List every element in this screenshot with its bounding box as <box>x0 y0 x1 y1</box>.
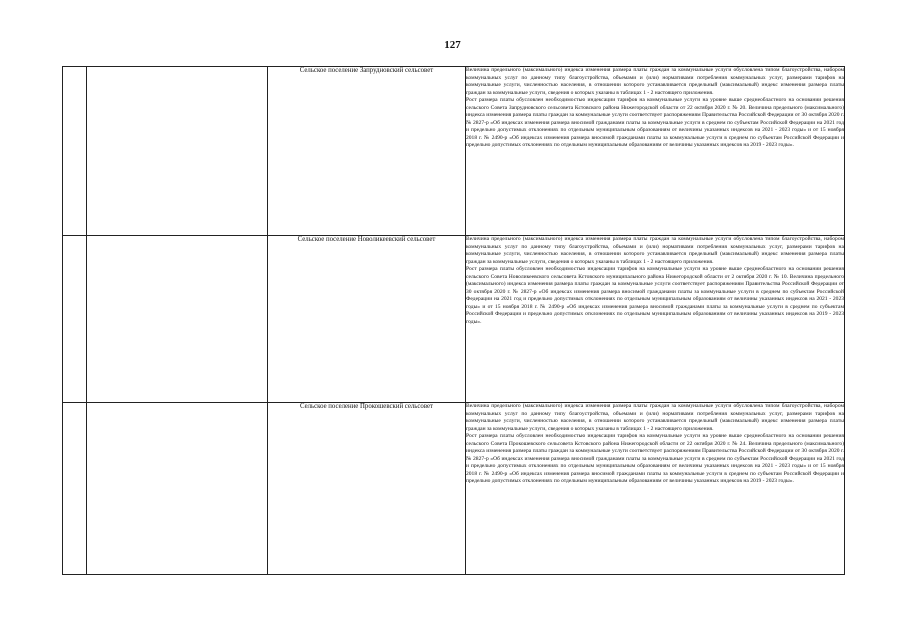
settlement-name: Сельское поселение Новоликеевский сельсовет <box>268 236 466 403</box>
table-row <box>63 67 845 236</box>
page-number: 127 <box>444 39 461 51</box>
empty-cell <box>63 403 87 575</box>
description-cell <box>466 236 845 403</box>
settlement-name: Сельское поселение Запрудновский сельсовет <box>268 67 466 236</box>
empty-cell <box>63 67 87 236</box>
description-paragraph: Рост размера платы обусловлен необходимостью индексации тарифов на коммунальные услуги на уровне выше среднеобластного на основании решения сельского Совета Прокошевского сельсовета Кстовского района Нижегородской области от 22 октября 2020 г. № 24. Величина предельного (максимального) индекса изменения размера платы граждан за коммунальные услуги соответствует распоряжениям Правительства Российской Федерации от 30 октября 2020 г. № 2827-р «Об индексах изменения размера вносимой гражданами платы за коммунальные услуги в среднем по субъектам Российской Федерации на 2021 год и предельно допустимых отклонениях по отдельным муниципальным образованиям от величины указанных индексов на 2021 - 2023 годы» и от 15 ноября 2018 г. № 2490-р «Об индексах изменения размера вносимой гражданами платы за коммунальные услуги в среднем по субъектам Российской Федерации и предельно допустимых отклонениях по отдельным муниципальным образованиям от величины указанных индексов на 2019 - 2023 годы». <box>466 433 844 484</box>
empty-cell <box>87 403 268 575</box>
empty-cell <box>87 236 268 403</box>
description-paragraph: Рост размера платы обусловлен необходимостью индексации тарифов на коммунальные услуги на уровне выше среднеобластного на основании решения сельского Совета Новоликеевского сельсовета Кстовского муниципального района Нижегородской области от 2 октября 2020 г. № 10. Величина предельного (максимального) индекса изменения размера платы граждан за коммунальные услуги соответствует распоряжениям Правительства Российской Федерации от 30 октября 2020 г. № 2827-р «Об индексах изменения размера вносимой гражданами платы за коммунальные услуги в среднем по субъектам Российской Федерации на 2021 год и предельно допустимых отклонениях по отдельным муниципальным образованиям от величины указанных индексов на 2021 - 2023 годы» и от 15 ноября 2018 г. № 2490-р «Об индексах изменения размера вносимой гражданами платы за коммунальные услуги в среднем по субъектам Российской Федерации и предельно допустимых отклонениях по отдельным муниципальным образованиям от величины указанных индексов на 2019 - 2023 годы». <box>466 266 844 325</box>
description-paragraph: Величина предельного (максимального) индекса изменения размера платы граждан за коммунальные услуги обусловлена типом благоустройства, набором коммунальных услуг по данному типу благоустройства, объемами и (или) нормативами потребления коммунальных услуг, размерами тарифов на коммунальные услуги, численностью населения, в отношении которого устанавливается предельный (максимальный) индекс изменения размера платы граждан за коммунальные услуги, сведения о которых указаны в таблицах 1 - 2 настоящего приложения. <box>466 67 844 96</box>
description-paragraph: Величина предельного (максимального) индекса изменения размера платы граждан за коммунальные услуги обусловлена типом благоустройства, набором коммунальных услуг по данному типу благоустройства, объемами и (или) нормативами потребления коммунальных услуг, размерами тарифов на коммунальные услуги, численностью населения, в отношении которого устанавливается предельный (максимальный) индекс изменения размера платы граждан за коммунальные услуги, сведения о которых указаны в таблицах 1 - 2 настоящего приложения. <box>466 236 844 265</box>
empty-cell <box>87 67 268 236</box>
settlements-table <box>62 66 845 575</box>
empty-cell <box>63 236 87 403</box>
settlement-name: Сельское поселение Прокошевский сельсовет <box>268 403 466 575</box>
table-row <box>63 403 845 575</box>
description-paragraph: Рост размера платы обусловлен необходимостью индексации тарифов на коммунальные услуги на уровне выше среднеобластного на основании решения сельского Совета Запрудновского сельсовета Кстовского района Нижегородской области от 22 октября 2020 г. № 20. Величина предельного (максимального) индекса изменения размера платы граждан за коммунальные услуги соответствует распоряжениям Правительства Российской Федерации от 30 октября 2020 г. № 2827-р «Об индексах изменения размера вносимой гражданами платы за коммунальные услуги в среднем по субъектам Российской Федерации на 2021 год и предельно допустимых отклонениях по отдельным муниципальным образованиям от величины указанных индексов на 2021 - 2023 годы» и от 15 ноября 2018 г. № 2490-р «Об индексах изменения размера вносимой гражданами платы за коммунальные услуги в среднем по субъектам Российской Федерации и предельно допустимых отклонениях по отдельным муниципальным образованиям от величины указанных индексов на 2019 - 2023 годы». <box>466 97 844 148</box>
table-row <box>63 236 845 403</box>
description-paragraph: Величина предельного (максимального) индекса изменения размера платы граждан за коммунальные услуги обусловлена типом благоустройства, набором коммунальных услуг по данному типу благоустройства, объемами и (или) нормативами потребления коммунальных услуг, размерами тарифов на коммунальные услуги, численностью населения, в отношении которого устанавливается предельный (максимальный) индекс изменения размера платы граждан за коммунальные услуги, сведения о которых указаны в таблицах 1 - 2 настоящего приложения. <box>466 403 844 432</box>
description-cell <box>466 403 845 575</box>
description-cell <box>466 67 845 236</box>
